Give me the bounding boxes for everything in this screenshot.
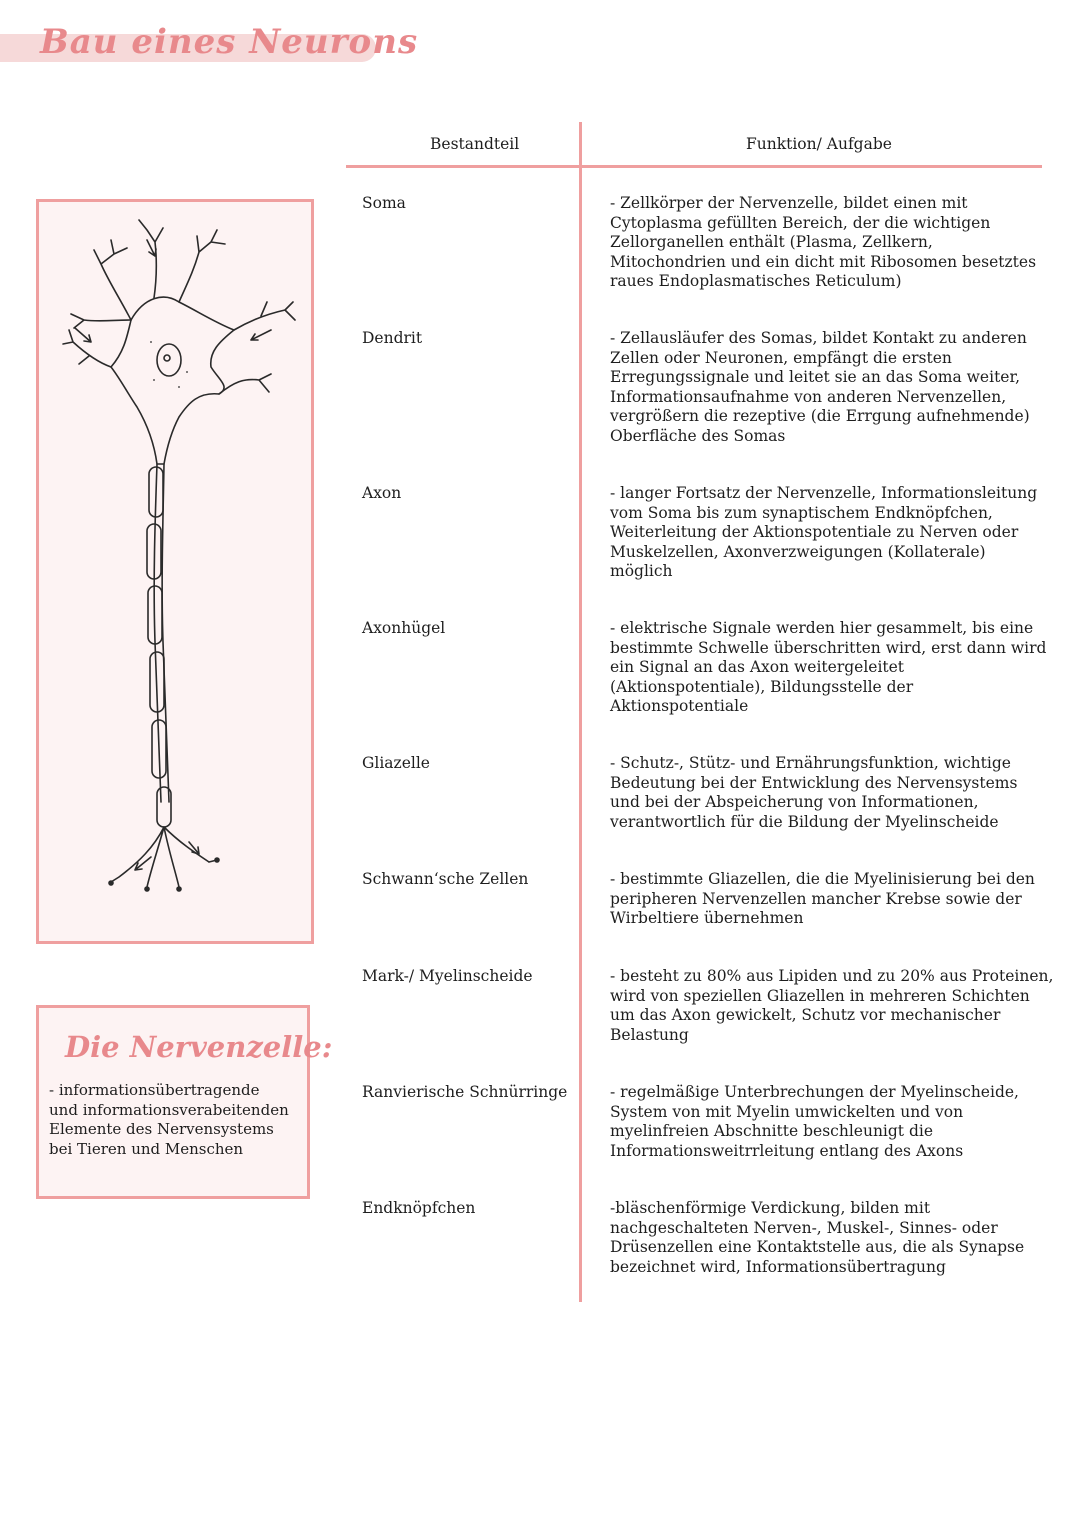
row-description: -bläschenförmige Verdickung, bilden mit nachgeschalteten Nerven-, Muskel-, Sinnes- oder Drüsenzellen eine Kontaktstelle aus, die als Synapse bezeichnet wird, Informationsübertragung [610, 1199, 1025, 1276]
row-term: Axon [362, 484, 402, 502]
page-title: Bau eines Neurons [40, 22, 419, 62]
row-term: Schwann‘sche Zellen [362, 870, 529, 888]
row-term: Gliazelle [362, 754, 430, 772]
row-term: Dendrit [362, 329, 423, 347]
row-description: - Zellausläufer des Somas, bildet Kontakt zu anderen Zellen oder Neuronen, empfängt die ersten Erregungssignale und leitet sie an das Soma weiter, Informationsaufnahme von anderen Nervenzellen, vergrößern die rezeptive (die Errgung aufnehmende) Oberfläche des Somas [610, 329, 1030, 445]
row-description: - elektrische Signale werden hier gesammelt, bis eine bestimmte Schwelle überschritten wird, erst dann wird ein Signal an das Axon weitergeleitet (Aktionspotentiale), Bildungsstelle der Aktionspotentiale [610, 619, 1047, 715]
table-header-divider [346, 165, 1042, 168]
row-term: Endknöpfchen [362, 1199, 476, 1217]
column-header-function: Funktion/ Aufgabe [746, 135, 892, 153]
row-description: - langer Fortsatz der Nervenzelle, Informationsleitung vom Soma bis zum synaptischem Endknöpfchen, Weiterleitung der Aktionspotentiale zu Nerven oder Muskelzellen, Axonverzweigungen (Kollaterale) möglich [610, 484, 1038, 580]
row-description: - bestimmte Gliazellen, die die Myelinisierung bei den peripheren Nervenzellen mancher Krebse sowie der Wirbeltiere übernehmen [610, 870, 1035, 927]
neuron-icon [39, 202, 311, 941]
info-box [36, 1005, 333, 1199]
column-header-component: Bestandteil [430, 135, 520, 153]
row-description: - Zellkörper der Nervenzelle, bildet einen mit Cytoplasma gefüllten Bereich, der die wichtigen Zellorganellen enthält (Plasma, Zellkern, Mitochondrien und ein dicht mit Ribosomen besetztes raues Endoplasmatisches Reticulum) [610, 194, 1037, 290]
row-term: Mark-/ Myelinscheide [362, 967, 533, 985]
table-column-divider [579, 122, 582, 1302]
row-term: Soma [362, 194, 406, 212]
row-description: - besteht zu 80% aus Lipiden und zu 20% aus Proteinen, wird von speziellen Gliazellen in mehreren Schichten um das Axon gewickelt, Schutz vor mechanischer Belastung [610, 967, 1054, 1044]
row-description: - Schutz-, Stütz- und Ernährungsfunktion, wichtige Bedeutung bei der Entwicklung des Nervensystems und bei der Abspeicherung von Informationen, verantwortlich für die Bildung der Myelinscheide [610, 754, 1018, 831]
info-box-text: - informationsübertragende und informationsverabeitenden Elemente des Nervensystems bei Tieren und Menschen [49, 1081, 289, 1158]
row-description: - regelmäßige Unterbrechungen der Myelinscheide, System von mit Myelin umwickelten und von myelinfreien Abschnitte beschleunigt die Informationsweitrrleitung entlang des Axons [610, 1083, 1019, 1160]
row-term: Axonhügel [362, 619, 446, 637]
neuron-illustration-frame [36, 199, 314, 944]
row-term: Ranvierische Schnürringe [362, 1083, 568, 1101]
info-box-title: Die Nervenzelle: [65, 1030, 333, 1064]
